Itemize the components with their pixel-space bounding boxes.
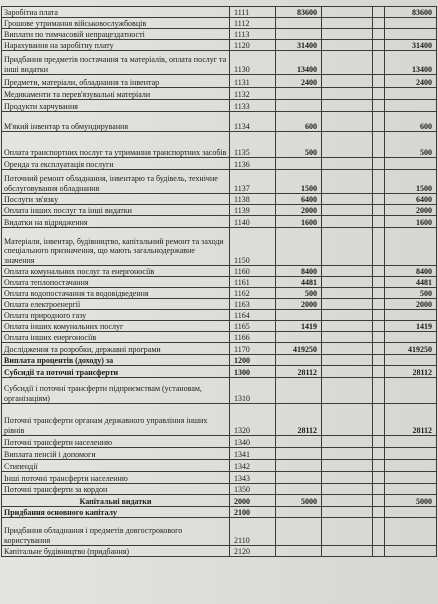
row-code: 1350	[230, 484, 276, 495]
row-code: 1120	[230, 40, 276, 51]
row-value-total: 600	[385, 112, 437, 132]
table-row	[2, 460, 437, 472]
row-value-3	[373, 484, 385, 495]
row-name: Поточні трансферти за кордон	[2, 484, 230, 495]
table-row	[2, 51, 437, 75]
row-value-3	[373, 29, 385, 40]
row-value-3	[373, 51, 385, 75]
row-value-plan	[276, 518, 322, 546]
row-code: 2000	[230, 495, 276, 507]
row-value-3	[373, 495, 385, 507]
table-row	[2, 518, 437, 546]
row-value-3	[373, 448, 385, 460]
table-row	[2, 355, 437, 366]
row-code: 1200	[230, 355, 276, 366]
row-value-2	[322, 170, 373, 194]
row-name: Грошове утримання військовослужбовців	[2, 18, 230, 29]
row-name: Видатки на відрядження	[2, 216, 230, 228]
row-value-total	[385, 100, 437, 112]
table-row	[2, 321, 437, 332]
row-name: Медикаменти та перев'язувальні матеріали	[2, 88, 230, 100]
row-value-total	[385, 484, 437, 495]
row-code: 1166	[230, 332, 276, 343]
row-name: Продукти харчування	[2, 100, 230, 112]
row-value-plan: 2000	[276, 299, 322, 310]
row-code: 1111	[230, 7, 276, 18]
row-value-2	[322, 299, 373, 310]
table-row	[2, 132, 437, 158]
row-value-plan	[276, 448, 322, 460]
row-code: 1161	[230, 277, 276, 288]
row-value-plan	[276, 436, 322, 448]
row-value-3	[373, 343, 385, 355]
table-row	[2, 75, 437, 88]
row-value-total: 2000	[385, 205, 437, 216]
row-code: 1341	[230, 448, 276, 460]
row-value-3	[373, 7, 385, 18]
row-name: Виплата пенсій і допомоги	[2, 448, 230, 460]
table-row	[2, 343, 437, 355]
row-value-3	[373, 228, 385, 266]
row-name: Поточні трансферти органам державного управління інших рівнів	[2, 404, 230, 436]
row-value-total	[385, 158, 437, 170]
row-value-total: 8400	[385, 266, 437, 277]
budget-table-body	[2, 7, 437, 557]
row-name: Поточний ремонт обладнання, інвентарю та будівель, технічне обслуговування обладнання	[2, 170, 230, 194]
row-value-3	[373, 170, 385, 194]
row-value-total: 28112	[385, 366, 437, 378]
row-value-plan	[276, 332, 322, 343]
row-value-3	[373, 546, 385, 557]
table-row	[2, 7, 437, 18]
row-name: Капітальні видатки	[2, 495, 230, 507]
row-value-plan	[276, 472, 322, 484]
row-value-3	[373, 205, 385, 216]
row-value-3	[373, 194, 385, 205]
row-value-3	[373, 288, 385, 299]
row-code: 1165	[230, 321, 276, 332]
row-value-3	[373, 310, 385, 321]
row-value-total: 1419	[385, 321, 437, 332]
row-name: Оплата теплопостачання	[2, 277, 230, 288]
table-row	[2, 29, 437, 40]
row-name: Оплата інших послуг та інші видатки	[2, 205, 230, 216]
row-value-total: 2400	[385, 75, 437, 88]
row-value-3	[373, 332, 385, 343]
table-row	[2, 299, 437, 310]
row-code: 1150	[230, 228, 276, 266]
row-name: М'який інвентар та обмундирування	[2, 112, 230, 132]
row-value-3	[373, 100, 385, 112]
row-value-total: 500	[385, 132, 437, 158]
table-row	[2, 495, 437, 507]
row-code: 2100	[230, 507, 276, 518]
row-code: 1160	[230, 266, 276, 277]
row-value-3	[373, 355, 385, 366]
row-code: 1136	[230, 158, 276, 170]
row-value-plan: 600	[276, 112, 322, 132]
row-value-total	[385, 436, 437, 448]
table-row	[2, 158, 437, 170]
row-value-2	[322, 158, 373, 170]
table-row	[2, 404, 437, 436]
row-value-total	[385, 378, 437, 404]
row-code: 1133	[230, 100, 276, 112]
row-name: Оплата інших енергоносіїв	[2, 332, 230, 343]
row-value-plan	[276, 18, 322, 29]
row-value-3	[373, 266, 385, 277]
row-value-plan	[276, 88, 322, 100]
row-name: Субсидії та поточні трансферти	[2, 366, 230, 378]
row-name: Інші поточні трансферти населенню	[2, 472, 230, 484]
row-code: 1340	[230, 436, 276, 448]
row-value-plan	[276, 29, 322, 40]
table-row	[2, 484, 437, 495]
row-value-3	[373, 132, 385, 158]
row-value-plan	[276, 507, 322, 518]
row-value-2	[322, 18, 373, 29]
row-code: 2110	[230, 518, 276, 546]
row-value-total	[385, 460, 437, 472]
row-value-plan: 28112	[276, 404, 322, 436]
row-name: Стипендії	[2, 460, 230, 472]
row-name: Послуги зв'язку	[2, 194, 230, 205]
row-value-3	[373, 158, 385, 170]
table-row	[2, 310, 437, 321]
row-value-total	[385, 29, 437, 40]
row-value-2	[322, 75, 373, 88]
table-row	[2, 507, 437, 518]
table-row	[2, 216, 437, 228]
row-code: 1300	[230, 366, 276, 378]
table-row	[2, 18, 437, 29]
row-value-2	[322, 404, 373, 436]
row-value-2	[322, 7, 373, 18]
row-value-2	[322, 88, 373, 100]
row-value-2	[322, 495, 373, 507]
row-value-total	[385, 546, 437, 557]
row-value-total	[385, 332, 437, 343]
row-value-3	[373, 216, 385, 228]
budget-table	[1, 6, 437, 557]
row-value-3	[373, 378, 385, 404]
row-value-3	[373, 277, 385, 288]
row-value-plan: 28112	[276, 366, 322, 378]
row-code: 1139	[230, 205, 276, 216]
row-value-plan	[276, 378, 322, 404]
row-value-2	[322, 288, 373, 299]
row-value-plan	[276, 310, 322, 321]
row-value-total: 13400	[385, 51, 437, 75]
row-value-total: 1500	[385, 170, 437, 194]
table-row	[2, 170, 437, 194]
row-value-2	[322, 277, 373, 288]
row-value-plan	[276, 546, 322, 557]
row-value-3	[373, 518, 385, 546]
row-name: Оплата природного газу	[2, 310, 230, 321]
row-name: Матеріали, інвентар, будівництво, капітальний ремонт та заходи спеціального призначення, що мають загальнодержавне значення	[2, 228, 230, 266]
row-value-total	[385, 507, 437, 518]
row-value-2	[322, 436, 373, 448]
row-value-2	[322, 448, 373, 460]
row-value-2	[322, 378, 373, 404]
table-row	[2, 100, 437, 112]
table-row	[2, 194, 437, 205]
row-name: Оплата транспортних послуг та утримання транспортних засобів	[2, 132, 230, 158]
table-row	[2, 546, 437, 557]
row-code: 1320	[230, 404, 276, 436]
row-value-total	[385, 518, 437, 546]
row-value-3	[373, 321, 385, 332]
table-row	[2, 205, 437, 216]
row-value-2	[322, 112, 373, 132]
table-row	[2, 266, 437, 277]
table-row	[2, 436, 437, 448]
row-value-plan	[276, 355, 322, 366]
row-value-2	[322, 460, 373, 472]
row-code: 1162	[230, 288, 276, 299]
row-value-2	[322, 40, 373, 51]
row-value-plan: 1500	[276, 170, 322, 194]
row-name: Поточні трансферти населенню	[2, 436, 230, 448]
row-value-2	[322, 205, 373, 216]
row-value-plan: 4481	[276, 277, 322, 288]
row-name: Виплата процентів (доходу) за	[2, 355, 230, 366]
row-value-2	[322, 266, 373, 277]
row-value-plan: 500	[276, 132, 322, 158]
row-value-3	[373, 88, 385, 100]
row-value-plan: 5000	[276, 495, 322, 507]
row-name: Дослідження та розробки, державні програми	[2, 343, 230, 355]
row-value-plan: 2400	[276, 75, 322, 88]
row-value-2	[322, 100, 373, 112]
row-value-2	[322, 518, 373, 546]
row-value-plan: 8400	[276, 266, 322, 277]
table-row	[2, 88, 437, 100]
row-name: Нарахування на заробітну плату	[2, 40, 230, 51]
row-value-2	[322, 366, 373, 378]
row-name: Субсидії і поточні трансферти підприємствам (установам, організаціям)	[2, 378, 230, 404]
row-code: 1130	[230, 51, 276, 75]
row-value-2	[322, 228, 373, 266]
row-value-total: 83600	[385, 7, 437, 18]
row-code: 1310	[230, 378, 276, 404]
row-value-3	[373, 507, 385, 518]
row-value-total	[385, 472, 437, 484]
table-row	[2, 366, 437, 378]
row-name: Оплата комунальних послуг та енергоносіїв	[2, 266, 230, 277]
row-value-plan: 1419	[276, 321, 322, 332]
row-value-2	[322, 355, 373, 366]
row-name: Виплати по тимчасовій непрацездатності	[2, 29, 230, 40]
row-value-total	[385, 355, 437, 366]
row-value-plan: 31400	[276, 40, 322, 51]
row-name: Придбання обладнання і предметів довгострокового користування	[2, 518, 230, 546]
row-value-plan	[276, 100, 322, 112]
row-name: Капітальне будівництво (придбання)	[2, 546, 230, 557]
row-value-2	[322, 343, 373, 355]
row-value-2	[322, 321, 373, 332]
row-code: 1134	[230, 112, 276, 132]
row-value-total	[385, 448, 437, 460]
row-value-total: 28112	[385, 404, 437, 436]
row-value-2	[322, 132, 373, 158]
row-value-3	[373, 366, 385, 378]
row-value-total: 419250	[385, 343, 437, 355]
row-name: Оренда та експлуатація послуги	[2, 158, 230, 170]
row-value-3	[373, 460, 385, 472]
row-code: 1113	[230, 29, 276, 40]
row-value-plan: 83600	[276, 7, 322, 18]
row-code: 1343	[230, 472, 276, 484]
row-value-3	[373, 299, 385, 310]
row-value-total	[385, 88, 437, 100]
row-code: 1164	[230, 310, 276, 321]
table-row	[2, 277, 437, 288]
row-value-2	[322, 216, 373, 228]
row-code: 2120	[230, 546, 276, 557]
row-value-total: 1600	[385, 216, 437, 228]
row-code: 1112	[230, 18, 276, 29]
row-code: 1140	[230, 216, 276, 228]
row-value-plan	[276, 158, 322, 170]
table-row	[2, 288, 437, 299]
table-row	[2, 448, 437, 460]
row-name: Оплата електроенергії	[2, 299, 230, 310]
table-row	[2, 378, 437, 404]
table-row	[2, 112, 437, 132]
row-value-3	[373, 75, 385, 88]
row-code: 1170	[230, 343, 276, 355]
row-value-plan: 6400	[276, 194, 322, 205]
row-value-total	[385, 18, 437, 29]
row-value-plan	[276, 228, 322, 266]
row-value-3	[373, 472, 385, 484]
table-row	[2, 40, 437, 51]
row-name: Оплата інших комунальних послуг	[2, 321, 230, 332]
row-value-plan: 13400	[276, 51, 322, 75]
row-value-2	[322, 332, 373, 343]
row-value-plan: 2000	[276, 205, 322, 216]
table-row	[2, 472, 437, 484]
row-name: Предмети, матеріали, обладнання та інвентар	[2, 75, 230, 88]
row-name: Заробітна плата	[2, 7, 230, 18]
row-code: 1132	[230, 88, 276, 100]
table-row	[2, 228, 437, 266]
row-value-plan: 419250	[276, 343, 322, 355]
row-value-2	[322, 29, 373, 40]
row-value-total: 6400	[385, 194, 437, 205]
row-name: Оплата водопостачання та водовідведення	[2, 288, 230, 299]
row-value-3	[373, 40, 385, 51]
row-value-plan	[276, 484, 322, 495]
row-value-total: 31400	[385, 40, 437, 51]
row-code: 1131	[230, 75, 276, 88]
row-value-3	[373, 404, 385, 436]
row-value-3	[373, 112, 385, 132]
row-value-2	[322, 194, 373, 205]
row-code: 1137	[230, 170, 276, 194]
row-value-2	[322, 546, 373, 557]
row-code: 1342	[230, 460, 276, 472]
row-name: Придбання основного капіталу	[2, 507, 230, 518]
row-value-total: 500	[385, 288, 437, 299]
row-value-3	[373, 18, 385, 29]
table-row	[2, 332, 437, 343]
row-value-plan: 500	[276, 288, 322, 299]
row-value-2	[322, 310, 373, 321]
row-value-plan: 1600	[276, 216, 322, 228]
row-code: 1138	[230, 194, 276, 205]
row-value-3	[373, 436, 385, 448]
row-value-total: 5000	[385, 495, 437, 507]
row-value-2	[322, 51, 373, 75]
row-value-total: 2000	[385, 299, 437, 310]
row-value-plan	[276, 460, 322, 472]
row-code: 1135	[230, 132, 276, 158]
row-name: Придбання предметів постачання та матеріалів, оплата послуг та інші видатки	[2, 51, 230, 75]
row-value-total: 4481	[385, 277, 437, 288]
row-value-2	[322, 484, 373, 495]
row-value-total	[385, 310, 437, 321]
row-value-total	[385, 228, 437, 266]
row-value-2	[322, 507, 373, 518]
row-code: 1163	[230, 299, 276, 310]
row-value-2	[322, 472, 373, 484]
